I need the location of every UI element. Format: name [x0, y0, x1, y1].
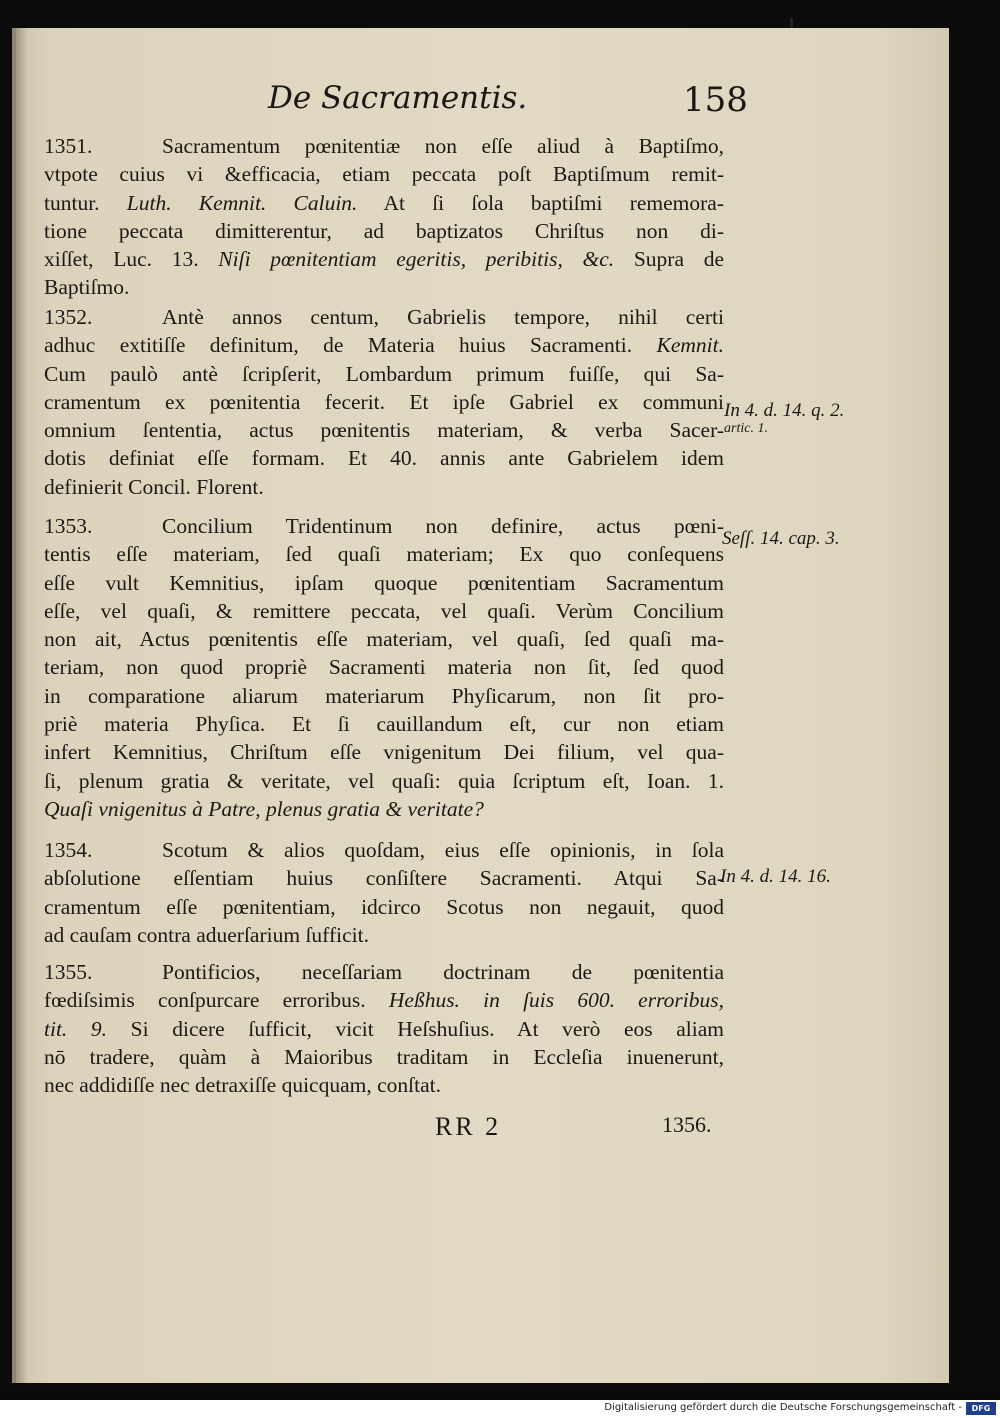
- text-line: 1355. Pontificios, neceſſariam doctrinam de pœnitentia: [44, 958, 724, 986]
- text-line: infert Kemnitius, Chriſtum eſſe vnigenitum Dei filium, vel qua-: [44, 740, 724, 765]
- text-line: priè materia Phyſica. Et ſi cauillandum eſt, cur non etiam: [44, 712, 724, 737]
- credit-bar: [0, 1400, 1000, 1418]
- text-line: teriam, non quod propriè Sacramenti materia non ſit, ſed quod: [44, 655, 724, 680]
- text-line: abſolutione eſſentiam huius conſiſtere Sacramenti. Atqui Sa-: [44, 866, 724, 891]
- section-number: 1352.: [44, 305, 93, 329]
- margin-note: In 4. d. 14. 16.: [720, 866, 831, 887]
- section-number: 1354.: [44, 838, 93, 862]
- text-line: definierit Concil. Florent.: [44, 474, 264, 499]
- text-line: tione peccata dimitterentur, ad baptizatos Chriſtus non di-: [44, 218, 724, 243]
- author-citation: Kemnit.: [656, 333, 724, 358]
- catchword: 1356.: [662, 1112, 712, 1137]
- section-number: 1355.: [44, 960, 93, 984]
- section-1351: [44, 132, 724, 302]
- text-line: adhuc extitiſſe definitum, de Materia huius Sacramenti. Kemnit.: [44, 333, 724, 358]
- margin-note: Seſſ. 14. cap. 3.: [722, 528, 840, 549]
- section-number: 1353.: [44, 514, 93, 538]
- text-line: non ait, Actus pœnitentis eſſe materiam, vel quaſi, ſed quaſi ma-: [44, 627, 724, 652]
- scripture-quote: Quaſi vnigenitus à Patre, plenus gratia & veritate?: [44, 796, 484, 821]
- scripture-quote: Niſi pœnitentiam egeritis, peribitis, &c.: [218, 247, 615, 272]
- text-line: in comparatione aliarum materiarum Phyſicarum, non ſit pro-: [44, 683, 724, 708]
- text-line: eſſe, vel quaſi, & remittere peccata, vel quaſi. Verùm Concilium: [44, 598, 724, 623]
- text-line: cramentum eſſe pœnitentiam, idcirco Scotus non negauit, quod: [44, 894, 724, 919]
- text-line: dotis definiat eſſe formam. Et 40. annis ante Gabrielem idem: [44, 446, 724, 471]
- author-citation: Luth. Kemnit. Caluin.: [126, 190, 358, 215]
- text-line: ſi, plenum gratia & veritate, vel quaſi: quia ſcriptum eſt, Ioan. 1.: [44, 768, 724, 793]
- text-line: 1352. Antè annos centum, Gabrielis tempore, nihil certi: [44, 303, 724, 331]
- dfg-logo: DFG: [966, 1402, 996, 1415]
- text-line: eſſe vult Kemnitius, ipſam quoque pœnitentiam Sacramentum: [44, 570, 724, 595]
- author-citation: Heßhus. in ſuis 600. erroribus,: [388, 988, 724, 1013]
- section-1353: [44, 512, 724, 823]
- text-line: 1351. Sacramentum pœnitentiæ non eſſe aliud à Baptiſmo,: [44, 132, 724, 160]
- page-number: 158: [683, 80, 748, 120]
- text-line: fœdiſsimis conſpurcare erroribus. Heßhus. in ſuis 600. erroribus,: [44, 988, 724, 1013]
- text-line: tit. 9. Si dicere ſufficit, vicit Heſshuſius. At verò eos aliam: [44, 1016, 724, 1041]
- section-1354: [44, 836, 724, 949]
- text-line: Baptiſmo.: [44, 275, 130, 300]
- text-line: nec addidiſſe nec detraxiſſe quicquam, conſtat.: [44, 1073, 441, 1098]
- text-line: vtpote cuius vi &efficacia, etiam peccata poſt Baptiſmum remit-: [44, 162, 724, 187]
- signature-mark: RR 2: [435, 1112, 502, 1141]
- text-line: Cum paulò antè ſcripſerit, Lombardum primum fuiſſe, qui Sa-: [44, 361, 724, 386]
- text-line: 1354. Scotum & alios quoſdam, eius eſſe opinionis, in ſola: [44, 836, 724, 864]
- text-line: 1353. Concilium Tridentinum non definire, actus pœni-: [44, 512, 724, 540]
- text-line: ad cauſam contra aduerſarium ſufficit.: [44, 922, 369, 947]
- text-line: omnium ſententia, actus pœnitentis materiam, & verba Sacer-: [44, 418, 724, 443]
- margin-note: In 4. d. 14. q. 2. artic. 1.: [724, 400, 845, 436]
- text-line: cramentum ex pœnitentia fecerit. Et ipſe Gabriel ex communi: [44, 389, 724, 414]
- section-number: 1351.: [44, 134, 93, 158]
- funding-credit: Digitalisierung gefördert durch die Deutsche Forschungsgemeinschaft -: [604, 1402, 962, 1413]
- running-head-title: De Sacramentis.: [268, 80, 528, 116]
- section-1352: [44, 303, 724, 501]
- section-1355: [44, 958, 724, 1099]
- text-line: tuntur. Luth. Kemnit. Caluin. At ſi ſola baptiſmi rememora-: [44, 190, 724, 215]
- text-line: nō tradere, quàm à Maioribus traditam in Eccleſia inuenerunt,: [44, 1044, 724, 1069]
- text-line: tentis eſſe materiam, ſed quaſi materiam; Ex quo conſequens: [44, 542, 724, 567]
- text-line: xiſſet, Luc. 13. Niſi pœnitentiam egeritis, peribitis, &c. Supra de: [44, 247, 724, 272]
